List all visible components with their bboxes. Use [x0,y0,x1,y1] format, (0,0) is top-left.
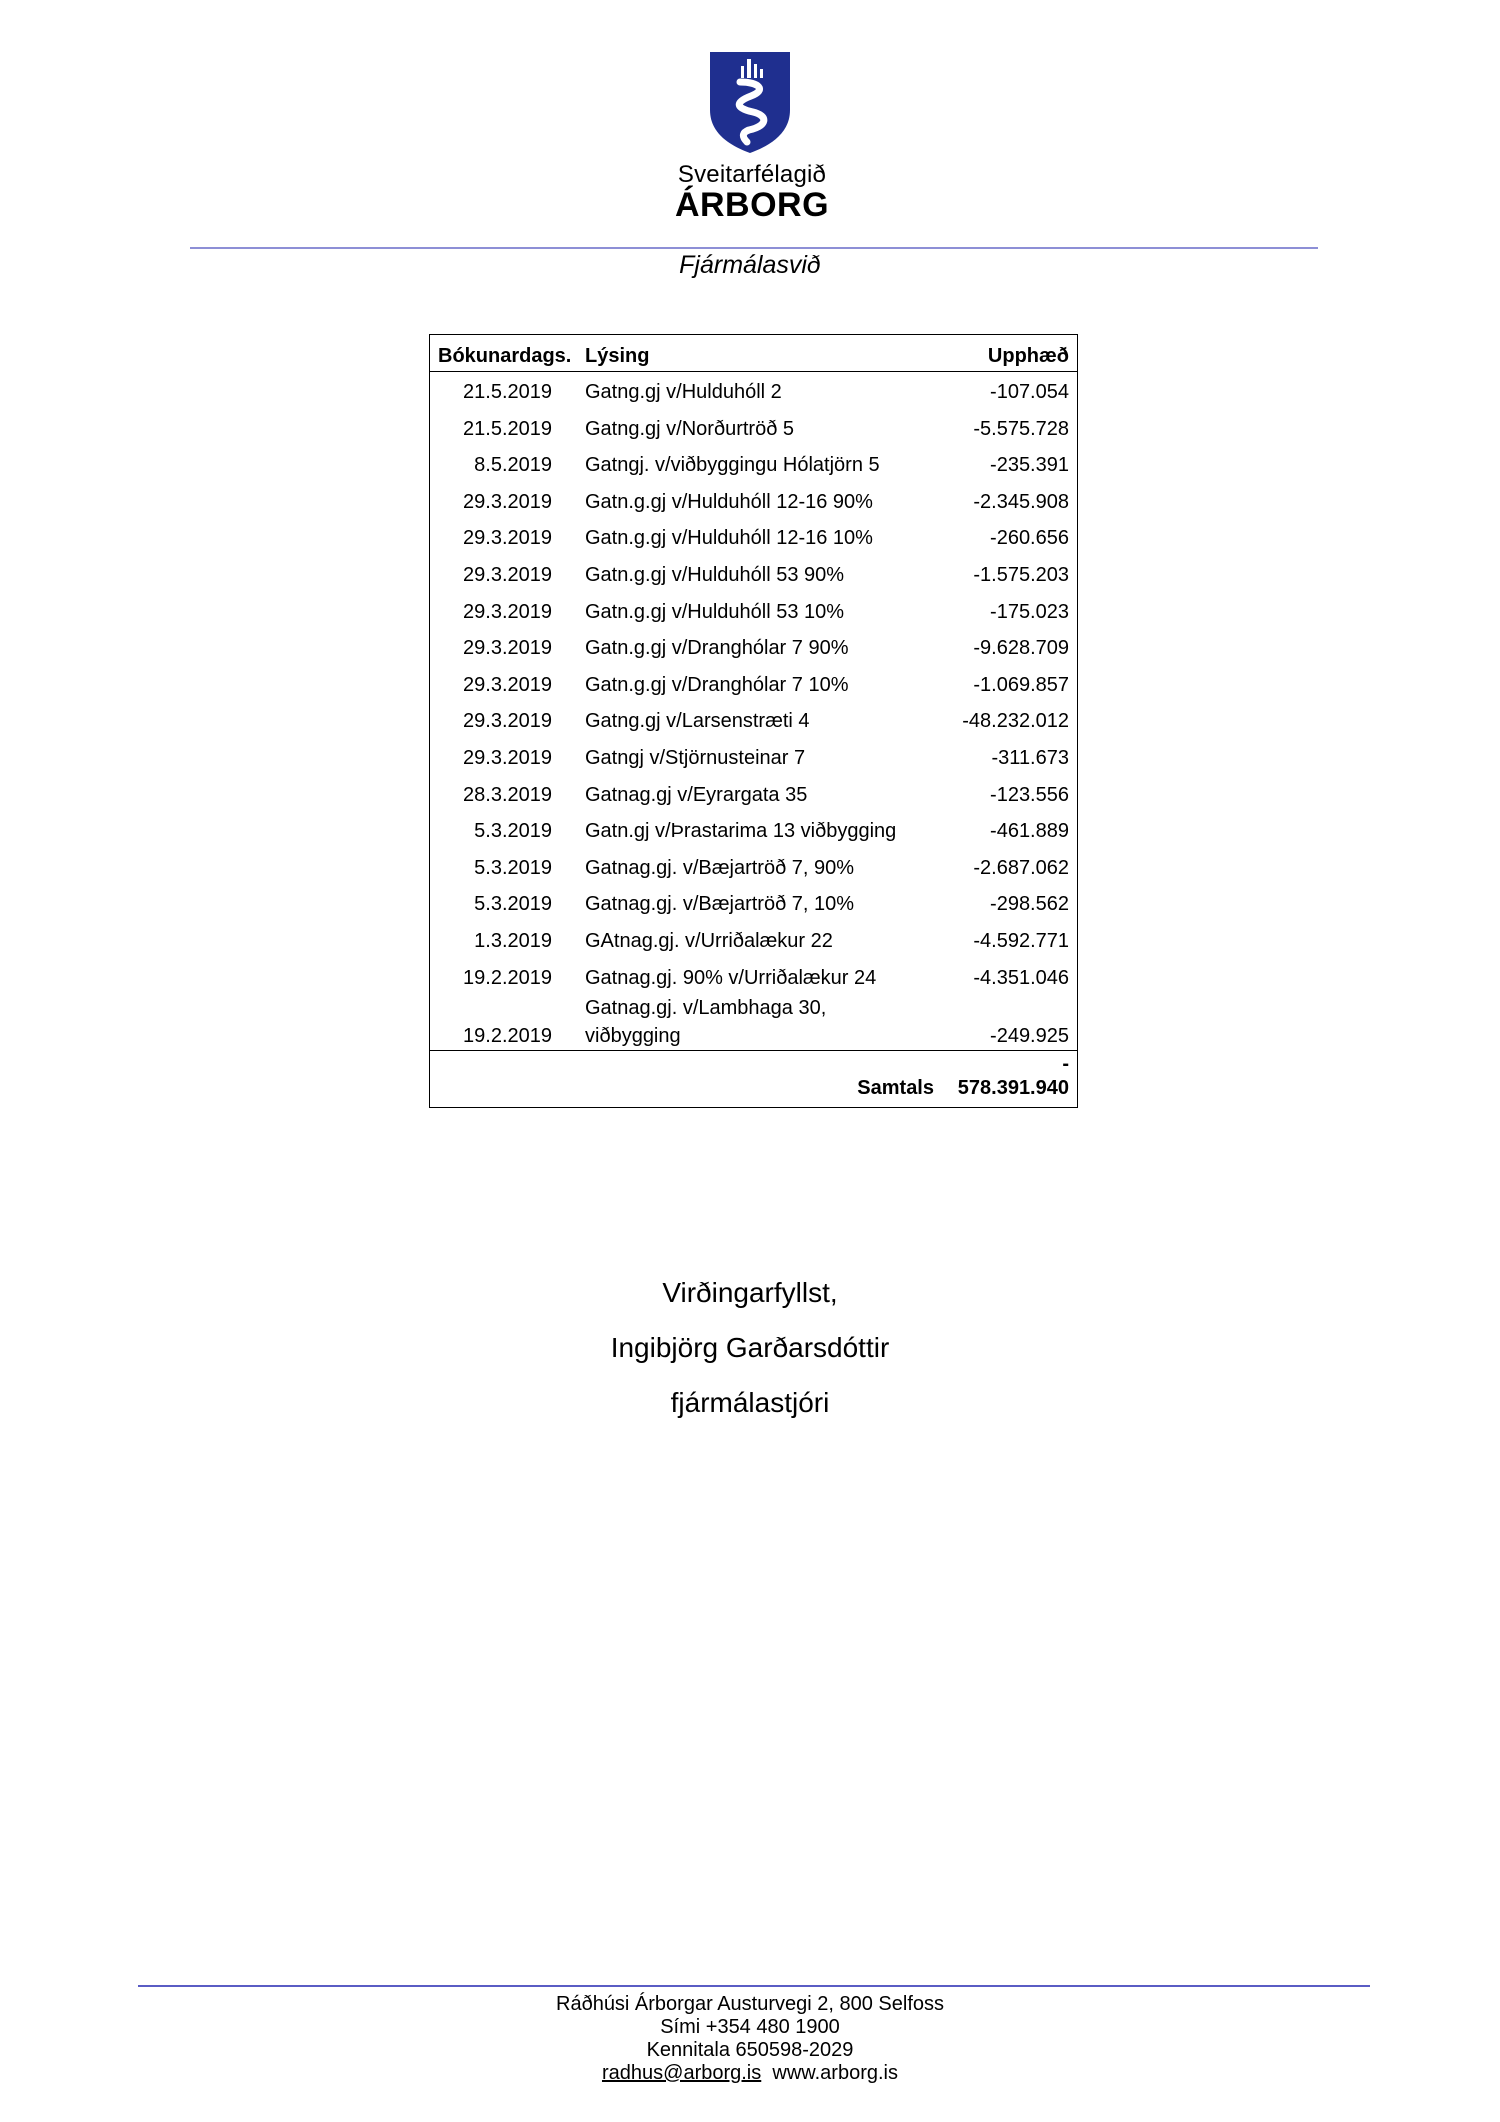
row-amount: -461.889 [990,820,1069,843]
row-amount: -175.023 [990,600,1069,623]
row-amount: -260.656 [990,527,1069,550]
closing-greeting: Virðingarfyllst, [662,1277,838,1308]
row-date: 29.3.2019 [463,490,552,513]
table-row [430,564,1077,600]
row-amount: -123.556 [990,783,1069,806]
row-description: Gatn.g.gj v/Hulduhóll 12-16 90% [585,490,873,513]
row-amount: -48.232.012 [962,710,1069,733]
table-row [430,997,1077,1047]
row-amount: -2.687.062 [973,856,1069,879]
table-row [430,381,1077,417]
row-date: 28.3.2019 [463,783,552,806]
row-description: Gatngj v/Stjörnusteinar 7 [585,747,806,769]
row-description: Gatnag.gj. v/Lambhaga 30, [585,997,827,1019]
row-date: 29.3.2019 [463,710,552,733]
column-header-description: Lýsing [585,345,650,367]
row-amount: -107.054 [990,381,1069,403]
row-date: 29.3.2019 [463,527,552,550]
row-amount: -4.351.046 [973,966,1069,989]
row-description: Gatng.gj v/Hulduhóll 2 [585,381,782,403]
row-description: Gatn.g.gj v/Dranghólar 7 90% [585,637,849,660]
row-amount: -1.069.857 [973,673,1069,696]
row-amount: -4.592.771 [973,930,1069,952]
logo-line-municipality: Sveitarfélagið [677,161,827,188]
row-description: Gatn.g.gj v/Hulduhóll 12-16 10% [585,527,873,550]
crest-icon [707,50,793,154]
row-description: Gatngj. v/viðbyggingu Hólatjörn 5 [585,454,880,477]
row-date: 5.3.2019 [474,820,552,843]
table-header [430,345,1077,381]
table-row [430,454,1077,490]
row-date: 5.3.2019 [474,856,552,879]
row-date: 19.2.2019 [463,1025,552,1047]
table-row [430,491,1077,527]
footer-kennitala: Kennitala 650598-2029 [646,2039,854,2061]
row-date: 29.3.2019 [463,600,552,623]
row-amount: -9.628.709 [973,637,1069,660]
row-description: Gatnag.gj. v/Bæjartröð 7, 90% [585,856,855,879]
row-description: Gatng.gj v/Larsenstræti 4 [585,710,810,733]
row-description: Gatng.gj v/Norðurtröð 5 [585,417,794,440]
row-description: Gatn.gj v/Þrastarima 13 viðbygging [585,820,897,843]
column-header-date: Bókunardags. [438,345,572,367]
table-row [430,747,1077,783]
row-date: 5.3.2019 [474,893,552,916]
table-row [430,637,1077,673]
row-description-cont: viðbygging [585,1025,681,1047]
row-date: 19.2.2019 [463,966,552,989]
table-row [430,857,1077,893]
footer-address: Ráðhúsi Árborgar Austurvegi 2, 800 Selfoss [556,1993,944,2015]
total-rule [430,1050,1077,1051]
header-rule [430,371,1077,372]
footer-divider [138,1985,1370,1987]
table-row [430,784,1077,820]
row-date: 1.3.2019 [474,930,552,952]
municipality-logo [0,50,1500,222]
table-row [430,893,1077,929]
row-date: 21.5.2019 [463,417,552,440]
signatory-name: Ingibjörg Garðarsdóttir [610,1332,890,1363]
row-date: 29.3.2019 [463,747,552,769]
row-description: Gatnag.gj. 90% v/Urriðalækur 24 [585,966,877,989]
row-date: 29.3.2019 [463,673,552,696]
row-amount: -2.345.908 [973,490,1069,513]
total-dash: - [1062,1053,1069,1075]
header-divider [190,247,1318,249]
row-amount: -5.575.728 [973,417,1069,440]
table-row [430,930,1077,966]
column-header-amount: Upphæð [987,345,1069,367]
signatory-title: fjármálastjóri [670,1387,830,1418]
row-amount: -298.562 [990,893,1069,916]
row-amount: -1.575.203 [973,564,1069,586]
table-row [430,527,1077,563]
row-date: 29.3.2019 [463,637,552,660]
row-amount: -311.673 [991,747,1069,769]
total-amount: 578.391.940 [957,1077,1069,1099]
row-date: 21.5.2019 [463,381,552,403]
row-amount: -235.391 [990,454,1069,477]
footer-email-link[interactable]: radhus@arborg.is [601,2062,762,2084]
total-label: Samtals [857,1077,934,1099]
row-date: 8.5.2019 [474,454,552,477]
row-description: Gatn.g.gj v/Dranghólar 7 10% [585,673,849,696]
row-amount: -249.925 [990,1025,1069,1047]
table-row [430,418,1077,454]
footer-phone: Sími +354 480 1900 [660,2016,840,2038]
fees-table [429,334,1078,1108]
footer-contact [0,2062,1500,2085]
row-description: Gatnag.gj. v/Bæjartröð 7, 10% [585,893,855,916]
row-description: Gatn.g.gj v/Hulduhóll 53 10% [585,600,845,623]
row-description: Gatnag.gj v/Eyrargata 35 [585,783,808,806]
table-row [430,601,1077,637]
department-title: Fjármálasvið [679,251,821,279]
table-row [430,820,1077,856]
row-description: GAtnag.gj. v/Urriðalækur 22 [585,930,833,952]
table-row [430,674,1077,710]
logo-line-name: ÁRBORG [674,186,830,224]
table-row [430,710,1077,746]
row-description: Gatn.g.gj v/Hulduhóll 53 90% [585,564,845,586]
footer-website[interactable]: www.arborg.is [772,2062,898,2084]
row-date: 29.3.2019 [463,564,552,586]
